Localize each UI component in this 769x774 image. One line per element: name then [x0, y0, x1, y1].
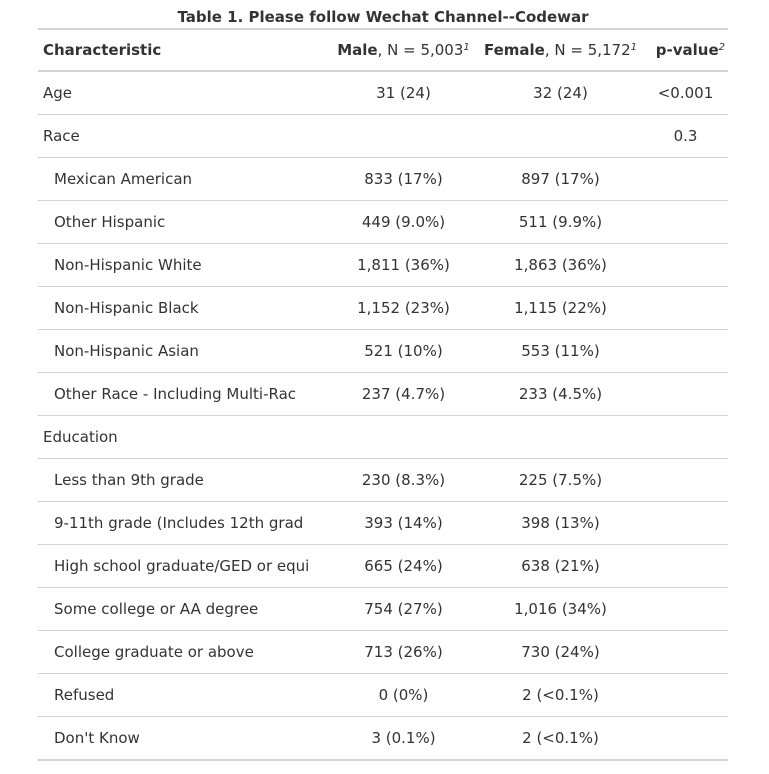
row-label: Non-Hispanic Asian	[38, 330, 328, 373]
table-row	[38, 244, 728, 287]
male-value: 3 (0.1%)	[328, 717, 478, 761]
male-value: 449 (9.0%)	[328, 201, 478, 244]
row-label: High school graduate/GED or equi	[38, 545, 328, 588]
female-value: 1,115 (22%)	[478, 287, 642, 330]
header-row	[38, 29, 728, 71]
table-row	[38, 287, 728, 330]
male-value: 833 (17%)	[328, 158, 478, 201]
table-row	[38, 115, 728, 158]
p-value	[642, 631, 728, 674]
male-value: 521 (10%)	[328, 330, 478, 373]
row-label: Non-Hispanic White	[38, 244, 328, 287]
header-female-label: Female	[483, 41, 545, 59]
table-row	[38, 545, 728, 588]
table-caption: Table 1. Please follow Wechat Channel--Codewar	[177, 8, 589, 26]
male-value: 1,152 (23%)	[328, 287, 478, 330]
male-value: 237 (4.7%)	[328, 373, 478, 416]
p-value	[642, 330, 728, 373]
header-male-n: , N = 5,003	[377, 41, 464, 59]
female-value: 511 (9.9%)	[478, 201, 642, 244]
table-body	[38, 71, 728, 760]
table-header	[38, 29, 728, 71]
female-value: 2 (<0.1%)	[478, 674, 642, 717]
header-characteristic: Characteristic	[38, 29, 328, 71]
female-value: 1,016 (34%)	[478, 588, 642, 631]
female-value	[478, 416, 642, 459]
p-value	[642, 502, 728, 545]
header-male	[328, 29, 478, 71]
male-value: 713 (26%)	[328, 631, 478, 674]
row-label: Race	[38, 115, 328, 158]
p-value	[642, 674, 728, 717]
male-value	[328, 115, 478, 158]
female-value: 398 (13%)	[478, 502, 642, 545]
table-row	[38, 717, 728, 761]
table-row	[38, 416, 728, 459]
p-value	[642, 373, 728, 416]
male-value: 1,811 (36%)	[328, 244, 478, 287]
p-value: <0.001	[642, 71, 728, 115]
row-label: Less than 9th grade	[38, 459, 328, 502]
p-value	[642, 158, 728, 201]
table-row	[38, 330, 728, 373]
p-value	[642, 287, 728, 330]
male-value: 665 (24%)	[328, 545, 478, 588]
p-value	[642, 459, 728, 502]
p-value	[642, 717, 728, 761]
header-p-value	[642, 29, 728, 71]
table-row	[38, 158, 728, 201]
row-label: Don't Know	[38, 717, 328, 761]
row-label: Other Race - Including Multi-Rac	[38, 373, 328, 416]
male-value: 754 (27%)	[328, 588, 478, 631]
header-female-footnote: 1	[630, 42, 638, 53]
header-p-label: p-value	[655, 41, 719, 59]
female-value: 1,863 (36%)	[478, 244, 642, 287]
row-label: Mexican American	[38, 158, 328, 201]
table-row	[38, 631, 728, 674]
row-label: Other Hispanic	[38, 201, 328, 244]
table-row	[38, 71, 728, 115]
female-value: 897 (17%)	[478, 158, 642, 201]
row-label: College graduate or above	[38, 631, 328, 674]
header-female	[478, 29, 642, 71]
p-value	[642, 588, 728, 631]
row-label: Non-Hispanic Black	[38, 287, 328, 330]
female-value: 730 (24%)	[478, 631, 642, 674]
table-row	[38, 373, 728, 416]
female-value: 32 (24)	[478, 71, 642, 115]
p-value	[642, 416, 728, 459]
header-p-footnote: 2	[718, 42, 725, 53]
female-value: 638 (21%)	[478, 545, 642, 588]
header-male-label: Male	[337, 41, 378, 59]
table-row	[38, 201, 728, 244]
table-row	[38, 588, 728, 631]
male-value: 393 (14%)	[328, 502, 478, 545]
male-value	[328, 416, 478, 459]
p-value	[642, 545, 728, 588]
row-label: Education	[38, 416, 328, 459]
female-value	[478, 115, 642, 158]
row-label: Age	[38, 71, 328, 115]
female-value: 225 (7.5%)	[478, 459, 642, 502]
row-label: Refused	[38, 674, 328, 717]
female-value: 553 (11%)	[478, 330, 642, 373]
header-male-footnote: 1	[463, 42, 470, 53]
summary-table-container	[38, 6, 728, 761]
table-row	[38, 459, 728, 502]
male-value: 230 (8.3%)	[328, 459, 478, 502]
p-value	[642, 244, 728, 287]
summary-table	[38, 28, 728, 761]
row-label: Some college or AA degree	[38, 588, 328, 631]
table-row	[38, 674, 728, 717]
row-label: 9-11th grade (Includes 12th grad	[38, 502, 328, 545]
female-value: 233 (4.5%)	[478, 373, 642, 416]
header-female-n: , N = 5,172	[544, 41, 631, 59]
table-row	[38, 502, 728, 545]
p-value	[642, 201, 728, 244]
p-value: 0.3	[642, 115, 728, 158]
male-value: 0 (0%)	[328, 674, 478, 717]
male-value: 31 (24)	[328, 71, 478, 115]
female-value: 2 (<0.1%)	[478, 717, 642, 761]
